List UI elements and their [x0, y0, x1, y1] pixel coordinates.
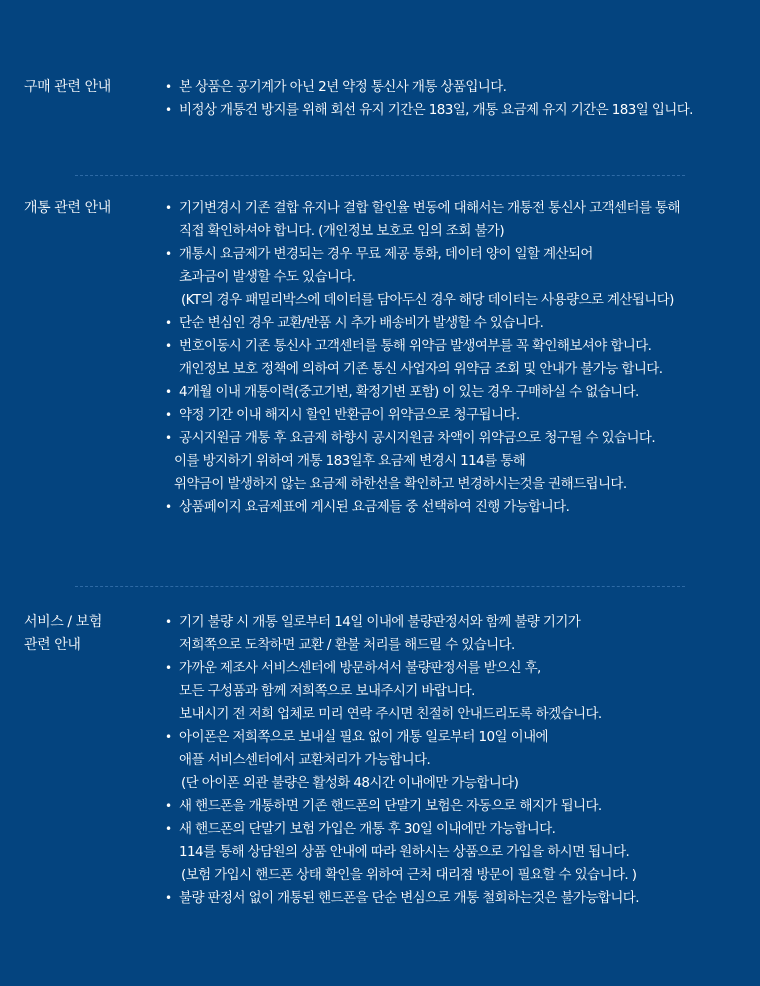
- notice-item-continuation: 개인정보 보호 정책에 의하여 기존 통신 사업자의 위약금 조회 및 안내가 불가능 합니다.: [179, 361, 663, 377]
- section-label: [24, 197, 154, 220]
- section-label: [24, 611, 154, 657]
- notice-list: [165, 197, 755, 519]
- notice-item: • 기기변경시 기존 결합 유지나 결합 할인율 변동에 대해서는 개통전 통신사 고객센터를 통해: [165, 197, 755, 220]
- notice-item: • 불량 판정서 없이 개통된 핸드폰을 단순 변심으로 개통 철회하는것은 불가능합니다.: [165, 887, 755, 910]
- notice-item: • 가까운 제조사 서비스센터에 방문하셔서 불량판정서를 받으신 후,: [165, 657, 755, 680]
- notice-item: • 새 핸드폰을 개통하면 기존 핸드폰의 단말기 보험은 자동으로 해지가 됩니다.: [165, 795, 755, 818]
- notice-list: [165, 76, 755, 122]
- notice-item: • 아이폰은 저희쪽으로 보내실 필요 없이 개통 일로부터 10일 이내에: [165, 726, 755, 749]
- notice-item-continuation: 저희쪽으로 도착하면 교환 / 환불 처리를 해드릴 수 있습니다.: [179, 637, 515, 653]
- section-divider: [75, 175, 685, 176]
- notice-list: [165, 611, 755, 910]
- notice-item-continuation: (단 아이폰 외관 불량은 활성화 48시간 이내에만 가능합니다): [181, 775, 519, 791]
- notice-item: • 단순 변심인 경우 교환/반품 시 추가 배송비가 발생할 수 있습니다.: [165, 312, 755, 335]
- notice-item-continuation: 위약금이 발생하지 않는 요금제 하한선을 확인하고 변경하시는것을 권해드립니다.: [174, 476, 627, 492]
- notice-item: • 본 상품은 공기계가 아닌 2년 약정 통신사 개통 상품입니다.: [165, 76, 755, 99]
- notice-item: • 번호이동시 기존 통신사 고객센터를 통해 위약금 발생여부를 꼭 확인해보셔야 합니다.: [165, 335, 755, 358]
- notice-item-continuation: (보험 가입시 핸드폰 상태 확인을 위하여 근처 대리점 방문이 필요할 수 있습니다. ): [181, 867, 637, 883]
- notice-item-continuation: 모든 구성품과 함께 저희쪽으로 보내주시기 바랍니다.: [179, 683, 475, 699]
- section-label-line: 서비스 / 보험: [24, 614, 103, 630]
- notice-item: • 약정 기간 이내 해지시 할인 반환금이 위약금으로 청구됩니다.: [165, 404, 755, 427]
- section-label-line: 개통 관련 안내: [24, 200, 111, 216]
- section-divider: [75, 586, 685, 587]
- notice-item-continuation: 114를 통해 상담원의 상품 안내에 따라 원하시는 상품으로 가입을 하시면 됩니다.: [179, 844, 630, 860]
- section-label-line: 관련 안내: [24, 637, 81, 653]
- notice-item-continuation: 초과금이 발생할 수도 있습니다.: [179, 269, 356, 285]
- notice-item-continuation: (KT의 경우 패밀리박스에 데이터를 담아두신 경우 해당 데이터는 사용량으로 계산됩니다): [181, 292, 674, 308]
- section-label: [24, 76, 154, 99]
- notice-item: • 비정상 개통건 방지를 위해 회선 유지 기간은 183일, 개통 요금제 유지 기간은 183일 입니다.: [165, 99, 755, 122]
- notice-item-continuation: 보내시기 전 저희 업체로 미리 연락 주시면 친절히 안내드리도록 하겠습니다.: [179, 706, 602, 722]
- section-label-line: 구매 관련 안내: [24, 79, 111, 95]
- notice-item-continuation: 애플 서비스센터에서 교환처리가 가능합니다.: [179, 752, 431, 768]
- notice-item: • 공시지원금 개통 후 요금제 하향시 공시지원금 차액이 위약금으로 청구될 수 있습니다.: [165, 427, 755, 450]
- notice-item-continuation: 이를 방지하기 위하여 개통 183일후 요금제 변경시 114를 통해: [174, 453, 526, 469]
- notice-item: • 새 핸드폰의 단말기 보험 가입은 개통 후 30일 이내에만 가능합니다.: [165, 818, 755, 841]
- notice-item: • 기기 불량 시 개통 일로부터 14일 이내에 불량판정서와 함께 불량 기기가: [165, 611, 755, 634]
- notice-item: • 개통시 요금제가 변경되는 경우 무료 제공 통화, 데이터 양이 일할 계산되어: [165, 243, 755, 266]
- notice-item: • 상품페이지 요금제표에 게시된 요금제들 중 선택하여 진행 가능합니다.: [165, 496, 755, 519]
- notice-item-continuation: 직접 확인하셔야 합니다. (개인정보 보호로 임의 조회 불가): [179, 223, 505, 239]
- notice-item: • 4개월 이내 개통이력(중고기변, 확정기변 포함) 이 있는 경우 구매하실 수 없습니다.: [165, 381, 755, 404]
